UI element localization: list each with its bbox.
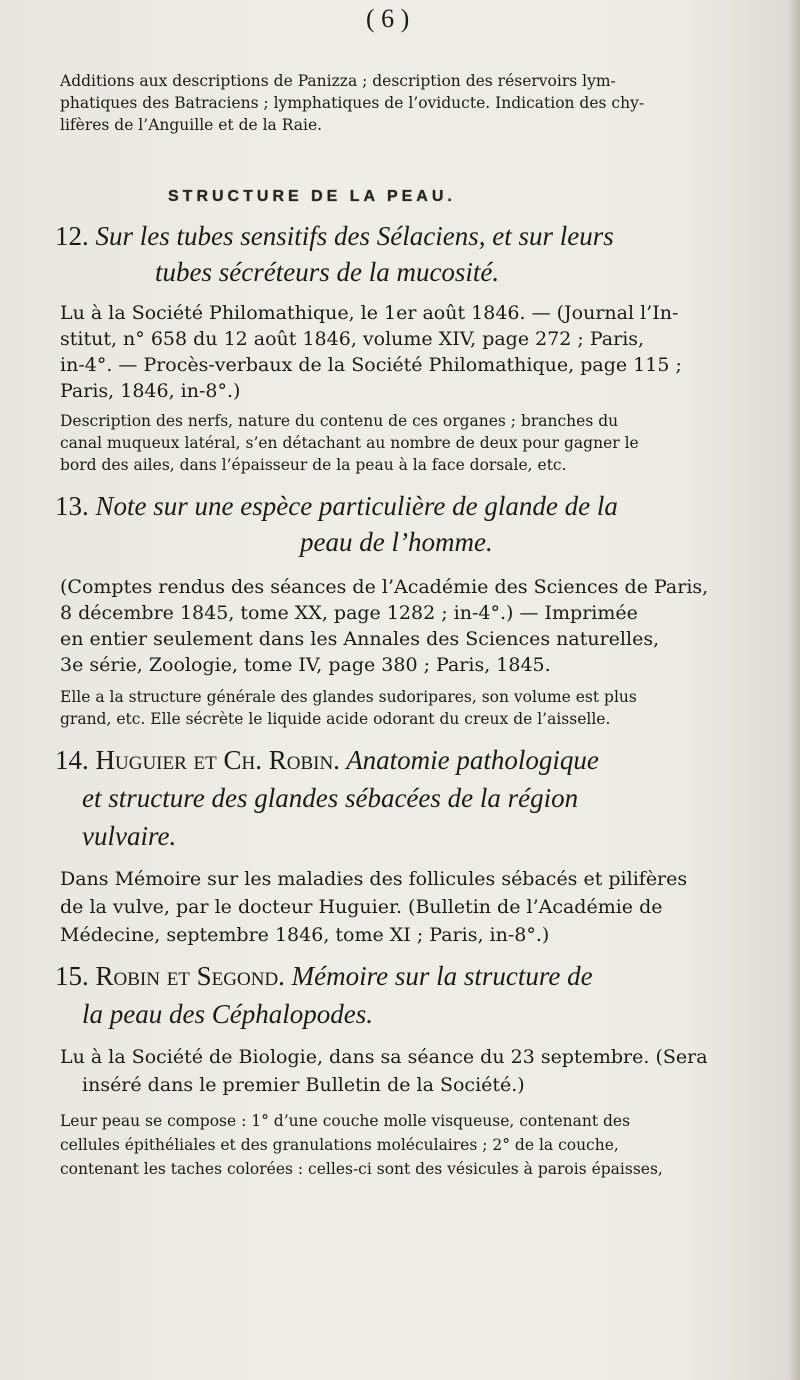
entry-12-note-line-2: canal muqueux latéral, s’en détachant au nombre de deux pour gagner le xyxy=(60,434,639,452)
entry-12-number: 12. xyxy=(55,221,89,251)
entry-15-note-line-3: contenant les taches colorées : celles-ci sont des vésicules à parois épaisses, xyxy=(60,1160,663,1178)
intro-line-3: lifères de l’Anguille et de la Raie. xyxy=(60,116,323,134)
intro-line-1: Additions aux descriptions de Panizza ; description des réservoirs lym- xyxy=(60,72,616,90)
entry-15-title-line-1 xyxy=(55,958,593,994)
entry-12-ref-line-4: Paris, 1846, in-8°.) xyxy=(60,380,241,402)
entry-13-ref-line-1: (Comptes rendus des séances de l’Académie des Sciences de Paris, xyxy=(60,576,709,598)
entry-13-note-line-1: Elle a la structure générale des glandes sudoripares, son volume est plus xyxy=(60,688,637,706)
entry-15-note-line-2: cellules épithéliales et des granulations moléculaires ; 2° de la couche, xyxy=(60,1136,619,1154)
entry-15-authors: Robin et Segond. xyxy=(95,961,285,991)
entry-14-ref-line-3: Médecine, septembre 1846, tome XI ; Paris, in-8°.) xyxy=(60,924,550,946)
entry-14-ref-line-1: Dans Mémoire sur les maladies des follicules sébacés et pilifères xyxy=(60,868,688,890)
intro-line-2: phatiques des Batraciens ; lymphatiques de l’oviducte. Indication des chy- xyxy=(60,94,645,112)
entry-14-title-text: Anatomie pathologique xyxy=(346,745,599,775)
entry-15-title-line-2: la peau des Céphalopodes. xyxy=(82,999,373,1029)
entry-12-title-text: Sur les tubes sensitifs des Sélaciens, et sur leurs xyxy=(95,221,614,251)
section-title: STRUCTURE DE LA PEAU. xyxy=(168,188,456,205)
entry-15-note-line-1: Leur peau se compose : 1° d’une couche molle visqueuse, contenant des xyxy=(60,1112,631,1130)
entry-13-note-line-2: grand, etc. Elle sécrète le liquide acide odorant du creux de l’aisselle. xyxy=(60,710,611,728)
entry-13-title-line-2: peau de l’homme. xyxy=(300,527,493,557)
entry-14-ref-line-2: de la vulve, par le docteur Huguier. (Bulletin de l’Académie de xyxy=(60,896,663,918)
entry-14-number: 14. xyxy=(55,745,89,775)
entry-14-title-line-3: vulvaire. xyxy=(82,821,177,851)
entry-12-note-line-3: bord des ailes, dans l’épaisseur de la peau à la face dorsale, etc. xyxy=(60,456,567,474)
page-edge-shadow xyxy=(788,0,800,1380)
entry-14-title-line-2: et structure des glandes sébacées de la région xyxy=(82,783,579,813)
entry-13-ref-line-4: 3e série, Zoologie, tome IV, page 380 ; Paris, 1845. xyxy=(60,654,551,676)
entry-12-title-line-1 xyxy=(55,218,614,254)
entry-13-title-text: Note sur une espèce particulière de glande de la xyxy=(95,491,618,521)
entry-15-title-text: Mémoire sur la structure de xyxy=(291,961,593,991)
entry-12-ref-line-3: in-4°. — Procès-verbaux de la Société Philomathique, page 115 ; xyxy=(60,354,682,376)
entry-13-ref-line-3: en entier seulement dans les Annales des Sciences naturelles, xyxy=(60,628,660,650)
entry-12-note-line-1: Description des nerfs, nature du contenu de ces organes ; branches du xyxy=(60,412,619,430)
entry-12-ref-line-1: Lu à la Société Philomathique, le 1er août 1846. — (Journal l’In- xyxy=(60,302,679,324)
entry-12-ref-line-2: stitut, n° 658 du 12 août 1846, volume XIV, page 272 ; Paris, xyxy=(60,328,645,350)
entry-13-title-line-1 xyxy=(55,488,618,524)
entry-15-number: 15. xyxy=(55,961,89,991)
entry-15-ref-line-1: Lu à la Société de Biologie, dans sa séance du 23 septembre. (Sera xyxy=(60,1046,708,1068)
entry-13-ref-line-2: 8 décembre 1845, tome XX, page 1282 ; in-4°.) — Imprimée xyxy=(60,602,638,624)
entry-13-number: 13. xyxy=(55,491,89,521)
entry-14-title-line-1 xyxy=(55,742,599,778)
page-number: ( 6 ) xyxy=(366,4,410,33)
entry-12-title-line-2: tubes sécréteurs de la mucosité. xyxy=(155,257,500,287)
entry-14-authors: Huguier et Ch. Robin. xyxy=(95,745,340,775)
entry-15-ref-line-2: inséré dans le premier Bulletin de la Société.) xyxy=(82,1074,525,1096)
